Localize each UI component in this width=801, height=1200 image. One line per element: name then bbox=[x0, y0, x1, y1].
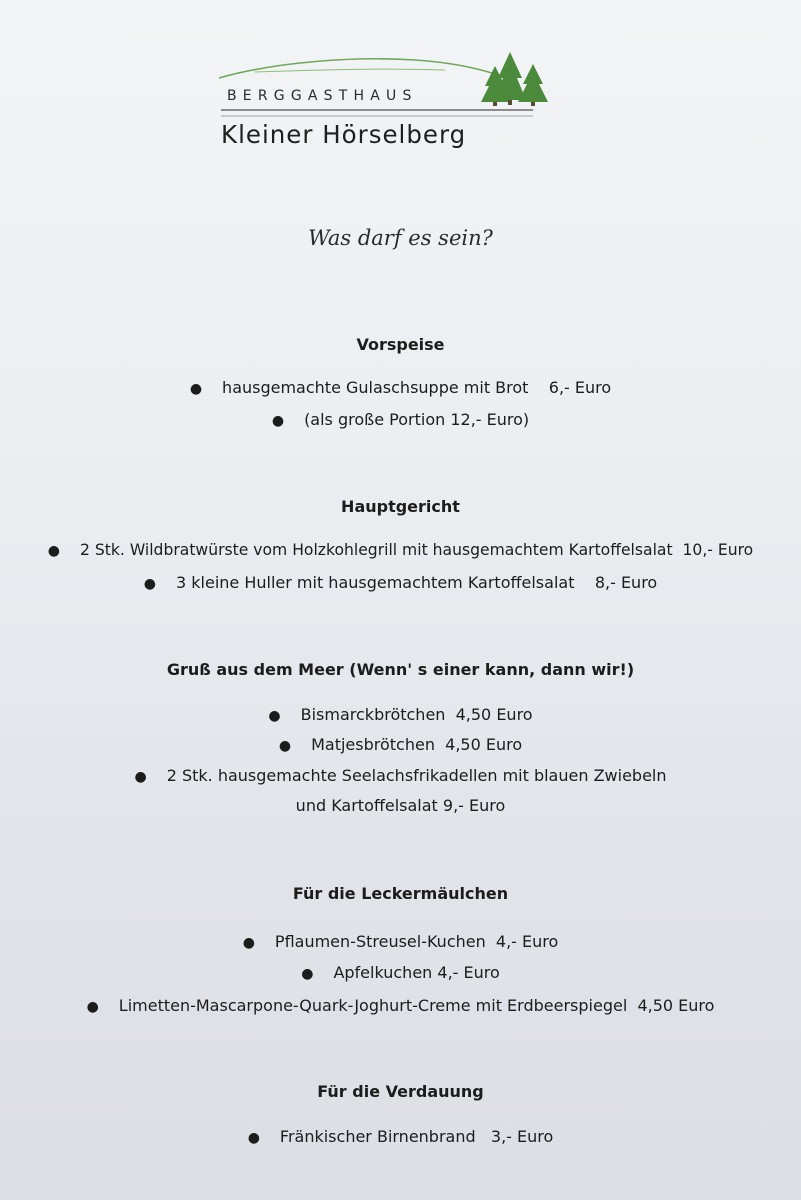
bullet-icon: ● bbox=[301, 966, 314, 982]
bullet-icon: ● bbox=[189, 381, 203, 397]
section-heading: Gruß aus dem Meer (Wenn' s einer kann, dann wir!) bbox=[166, 660, 635, 679]
bullet-icon: ● bbox=[86, 999, 99, 1015]
section-heading: Für die Leckermäulchen bbox=[292, 884, 509, 903]
menu-item: ● (als große Portion 12,- Euro) bbox=[271, 410, 530, 429]
section-heading: Für die Verdauung bbox=[317, 1082, 484, 1101]
bullet-icon: ● bbox=[268, 708, 281, 724]
menu-item: ● Pflaumen-Streusel-Kuchen 4,- Euro bbox=[242, 932, 559, 951]
brand-top-label: BERGGASTHAUS bbox=[227, 88, 418, 104]
menu-item: ● 2 Stk. Wildbratwürste vom Holzkohlegrill mit hausgemachtem Kartoffelsalat 10,- Euro bbox=[47, 541, 754, 559]
tree-icon bbox=[481, 52, 548, 102]
bullet-icon: ● bbox=[247, 1130, 260, 1146]
section-heading: Vorspeise bbox=[356, 335, 445, 354]
menu-item: ● 3 kleine Huller mit hausgemachtem Kartoffelsalat 8,- Euro bbox=[143, 573, 658, 592]
menu-item: ● Apfelkuchen 4,- Euro bbox=[301, 963, 500, 982]
menu-item: ● Bismarckbrötchen 4,50 Euro bbox=[268, 705, 533, 724]
section-heading: Hauptgericht bbox=[341, 497, 460, 516]
tagline: Was darf es sein? bbox=[308, 226, 493, 250]
brand-name: Kleiner Hörselberg bbox=[221, 120, 467, 149]
menu-item: ● 2 Stk. hausgemachte Seelachsfrikadellen mit blauen Zwiebeln bbox=[134, 766, 667, 785]
menu-item: ● Fränkischer Birnenbrand 3,- Euro bbox=[247, 1127, 554, 1146]
bullet-icon: ● bbox=[134, 769, 147, 785]
bullet-icon: ● bbox=[271, 413, 285, 429]
menu-item: ● hausgemachte Gulaschsuppe mit Brot 6,- Euro bbox=[189, 378, 612, 397]
bullet-icon: ● bbox=[47, 543, 60, 559]
bullet-icon: ● bbox=[242, 935, 255, 951]
menu-item: ● Matjesbrötchen 4,50 Euro bbox=[278, 735, 523, 754]
bullet-icon: ● bbox=[278, 738, 292, 754]
bullet-icon: ● bbox=[143, 576, 156, 592]
logo bbox=[215, 48, 555, 160]
menu-item-continuation: und Kartoffelsalat 9,- Euro bbox=[295, 796, 506, 815]
menu-item: ● Limetten-Mascarpone-Quark-Joghurt-Creme mit Erdbeerspiegel 4,50 Euro bbox=[86, 996, 715, 1015]
